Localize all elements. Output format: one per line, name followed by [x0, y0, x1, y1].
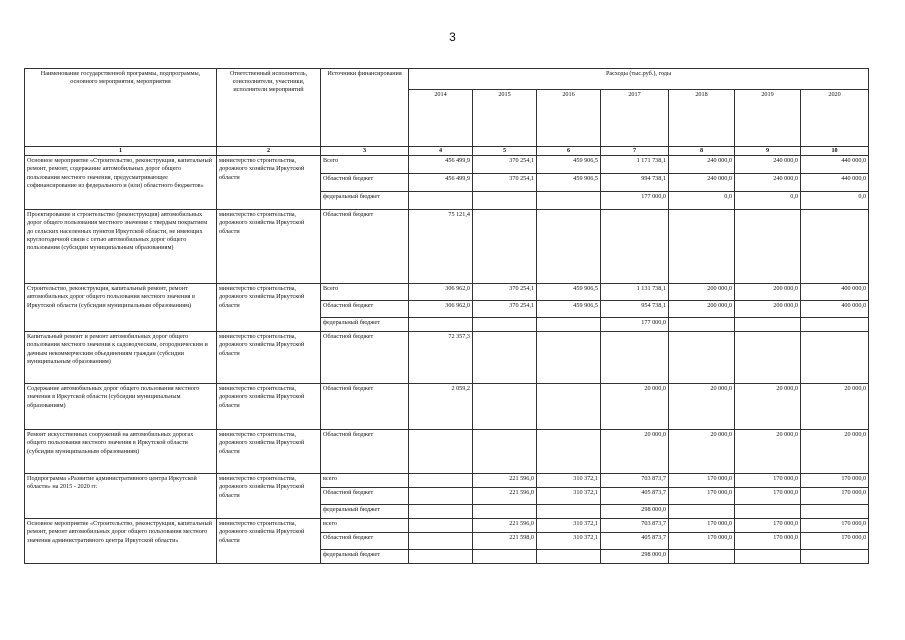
expense-value: 170 000,0: [735, 533, 801, 550]
expense-value: [669, 318, 735, 332]
expense-value: [735, 332, 801, 384]
expense-value: 2 059,2: [409, 384, 473, 430]
funding-source: федеральный бюджет: [321, 192, 409, 210]
expense-value: 170 000,0: [669, 519, 735, 533]
expense-value: [409, 533, 473, 550]
header-year: 2015: [473, 90, 537, 147]
expense-value: 0,0: [801, 192, 869, 210]
expense-value: 1 171 738,1: [601, 156, 669, 174]
expense-value: 310 372,1: [537, 474, 601, 488]
column-number: 6: [537, 147, 601, 156]
expense-value: [473, 318, 537, 332]
expense-value: 310 372,1: [537, 533, 601, 550]
expense-value: [537, 332, 601, 384]
expense-value: [409, 318, 473, 332]
header-year: 2018: [669, 90, 735, 147]
expense-value: 20 000,0: [669, 430, 735, 474]
expense-value: 20 000,0: [735, 430, 801, 474]
expense-value: 703 873,7: [601, 474, 669, 488]
expense-value: [409, 430, 473, 474]
expense-value: 177 000,0: [601, 318, 669, 332]
expense-value: 240 000,0: [735, 174, 801, 192]
funding-source: всего: [321, 474, 409, 488]
expense-value: 20 000,0: [801, 384, 869, 430]
activity-name: Строительство, реконструкция, капитальный ремонт, ремонт автомобильных дорог общего пользования местного значения в Иркутской области (субсидии муниципальным образованиям): [25, 284, 217, 332]
expense-value: 306 962,0: [409, 301, 473, 318]
funding-source: Областной бюджет: [321, 384, 409, 430]
expense-value: 298 000,0: [601, 550, 669, 564]
funding-source: Областной бюджет: [321, 210, 409, 284]
table-row: [25, 332, 869, 384]
column-number: 7: [601, 147, 669, 156]
expense-value: 200 000,0: [735, 301, 801, 318]
expense-value: 240 000,0: [669, 174, 735, 192]
column-number: 8: [669, 147, 735, 156]
expense-value: 0,0: [735, 192, 801, 210]
column-number: 3: [321, 147, 409, 156]
expense-value: 200 000,0: [735, 284, 801, 301]
header-source: Источники финансирования: [321, 69, 409, 147]
table-row: [25, 210, 869, 284]
expense-value: 459 906,5: [537, 156, 601, 174]
header-year: 2019: [735, 90, 801, 147]
expense-value: [409, 474, 473, 488]
expense-value: [409, 550, 473, 564]
activity-name: Капитальный ремонт и ремонт автомобильных дорог общего пользования местного значения к садоводческим, огородническим и дачным некоммерческим объединениям граждан (субсидии муниципальным образованиям): [25, 332, 217, 384]
expense-value: [735, 318, 801, 332]
funding-source: Областной бюджет: [321, 533, 409, 550]
table-row: [25, 156, 869, 174]
expense-value: [735, 550, 801, 564]
header-year: 2020: [801, 90, 869, 147]
column-number: 2: [217, 147, 321, 156]
expense-value: 400 000,0: [801, 284, 869, 301]
expense-value: 170 000,0: [669, 488, 735, 505]
expense-value: 954 738,1: [601, 301, 669, 318]
expense-value: 200 000,0: [669, 284, 735, 301]
expense-value: [669, 550, 735, 564]
expense-value: 221 596,0: [473, 488, 537, 505]
expense-value: 170 000,0: [801, 488, 869, 505]
header-year: 2016: [537, 90, 601, 147]
expense-value: 20 000,0: [601, 384, 669, 430]
expense-value: 75 121,4: [409, 210, 473, 284]
expense-value: 170 000,0: [801, 519, 869, 533]
expense-value: [801, 505, 869, 519]
expense-value: 170 000,0: [735, 488, 801, 505]
expense-value: 72 357,3: [409, 332, 473, 384]
expense-value: 170 000,0: [735, 519, 801, 533]
expense-value: [473, 192, 537, 210]
funding-source: Областной бюджет: [321, 332, 409, 384]
expense-value: [801, 332, 869, 384]
page-number: 3: [449, 30, 456, 44]
budget-table: [24, 68, 869, 564]
funding-source: федеральный бюджет: [321, 505, 409, 519]
column-number: 5: [473, 147, 537, 156]
expense-value: 170 000,0: [669, 474, 735, 488]
expense-value: 456 499,9: [409, 174, 473, 192]
expense-value: 170 000,0: [801, 474, 869, 488]
expense-value: 405 873,7: [601, 488, 669, 505]
expense-value: 370 254,1: [473, 156, 537, 174]
funding-source: всего: [321, 519, 409, 533]
activity-name: Подпрограмма «Развитие административного центра Иркутской области» на 2015 - 2020 гг.: [25, 474, 217, 519]
expense-value: 400 000,0: [801, 301, 869, 318]
expense-value: [669, 210, 735, 284]
expense-value: [537, 505, 601, 519]
expense-value: [735, 505, 801, 519]
expense-value: 703 873,7: [601, 519, 669, 533]
expense-value: [473, 550, 537, 564]
expense-value: 221 596,0: [473, 519, 537, 533]
expense-value: [669, 332, 735, 384]
expense-value: [537, 550, 601, 564]
expense-value: 221 598,0: [473, 533, 537, 550]
expense-value: 370 254,1: [473, 174, 537, 192]
executor: министерство строительства, дорожного хозяйства Иркутской области: [217, 474, 321, 519]
expense-value: 170 000,0: [735, 474, 801, 488]
expense-value: [409, 488, 473, 505]
expense-value: 459 906,5: [537, 174, 601, 192]
expense-value: [537, 430, 601, 474]
table-row: [25, 474, 869, 488]
executor: министерство строительства, дорожного хозяйства Иркутской области: [217, 210, 321, 284]
expense-value: 20 000,0: [669, 384, 735, 430]
expense-value: 994 738,1: [601, 174, 669, 192]
executor: министерство строительства, дорожного хозяйства Иркутской области: [217, 332, 321, 384]
funding-source: федеральный бюджет: [321, 318, 409, 332]
expense-value: [409, 505, 473, 519]
expense-value: [537, 318, 601, 332]
expense-value: 0,0: [669, 192, 735, 210]
funding-source: Всего: [321, 284, 409, 301]
expense-value: [473, 332, 537, 384]
expense-value: 456 499,9: [409, 156, 473, 174]
expense-value: [801, 550, 869, 564]
expense-value: 170 000,0: [801, 533, 869, 550]
expense-value: [473, 210, 537, 284]
activity-name: Содержание автомобильных дорог общего пользования местного значения в Иркутской области (субсидии муниципальным образованиям): [25, 384, 217, 430]
header-expenses: Расходы (тыс.руб.), годы: [409, 69, 869, 90]
expense-value: 20 000,0: [601, 430, 669, 474]
expense-value: [601, 210, 669, 284]
expense-value: 459 906,5: [537, 284, 601, 301]
header-executor: Ответственный исполнитель, соисполнители, участники, исполнители мероприятий: [217, 69, 321, 147]
expense-value: [409, 192, 473, 210]
expense-value: 221 596,0: [473, 474, 537, 488]
expense-value: 177 000,0: [601, 192, 669, 210]
header-year: 2014: [409, 90, 473, 147]
table-body: [25, 147, 869, 564]
activity-name: Основное мероприятие «Строительство, реконструкция, капитальный ремонт, ремонт автомобильных дорог общего пользования местного значения административного центра Иркутской области»: [25, 519, 217, 564]
expense-value: [735, 210, 801, 284]
expense-value: 459 906,5: [537, 301, 601, 318]
executor: министерство строительства, дорожного хозяйства Иркутской области: [217, 284, 321, 332]
executor: министерство строительства, дорожного хозяйства Иркутской области: [217, 384, 321, 430]
expense-value: 310 372,1: [537, 488, 601, 505]
header-name: Наименование государственной программы, подпрограммы, основного мероприятия, мероприятия: [25, 69, 217, 147]
expense-value: [601, 332, 669, 384]
column-number-row: [25, 147, 869, 156]
activity-name: Ремонт искусственных сооружений на автомобильных дорогах общего пользования местного значения в Иркутской области (субсидии муниципальным образованиям): [25, 430, 217, 474]
expense-value: 370 254,1: [473, 284, 537, 301]
expense-value: 1 131 738,1: [601, 284, 669, 301]
activity-name: Основное мероприятие «Строительство, реконструкция, капитальный ремонт, ремонт, содержание автомобильных дорог общего пользования местного значения, предусматривающее софинансирование из федерального и (или) областного бюджетов»: [25, 156, 217, 210]
executor: министерство строительства, дорожного хозяйства Иркутской области: [217, 430, 321, 474]
expense-value: [669, 505, 735, 519]
funding-source: Областной бюджет: [321, 430, 409, 474]
expense-value: [801, 210, 869, 284]
header-year: 2017: [601, 90, 669, 147]
expense-value: 20 000,0: [735, 384, 801, 430]
executor: министерство строительства, дорожного хозяйства Иркутской области: [217, 519, 321, 564]
expense-value: [537, 210, 601, 284]
activity-name: Проектирование и строительство (реконструкция) автомобильных дорог общего пользования местного значения с твердым покрытием до сельских населенных пунктов Иркутской области, не имеющих круглогодичной связи с сетью автомобильных дорог общего пользования (субсидии муниципальным образованиям): [25, 210, 217, 284]
expense-value: 405 873,7: [601, 533, 669, 550]
expense-value: 440 000,0: [801, 174, 869, 192]
column-number: 10: [801, 147, 869, 156]
expense-value: 310 372,1: [537, 519, 601, 533]
funding-source: федеральный бюджет: [321, 550, 409, 564]
expense-value: [473, 430, 537, 474]
expense-value: [537, 192, 601, 210]
expense-value: 240 000,0: [669, 156, 735, 174]
table-row: [25, 519, 869, 533]
expense-value: 20 000,0: [801, 430, 869, 474]
expense-value: [409, 519, 473, 533]
column-number: 9: [735, 147, 801, 156]
expense-value: 240 000,0: [735, 156, 801, 174]
expense-value: [473, 505, 537, 519]
column-number: 1: [25, 147, 217, 156]
table-row: [25, 430, 869, 474]
expense-value: 170 000,0: [669, 533, 735, 550]
expense-value: 200 000,0: [669, 301, 735, 318]
expense-value: [473, 384, 537, 430]
expense-value: [801, 318, 869, 332]
expense-value: 306 962,0: [409, 284, 473, 301]
funding-source: Областной бюджет: [321, 174, 409, 192]
expense-value: 370 254,1: [473, 301, 537, 318]
funding-source: Всего: [321, 156, 409, 174]
table-row: [25, 384, 869, 430]
expense-value: [537, 384, 601, 430]
funding-source: Областной бюджет: [321, 488, 409, 505]
expense-value: 440 000,0: [801, 156, 869, 174]
funding-source: Областной бюджет: [321, 301, 409, 318]
table-row: [25, 284, 869, 301]
executor: министерство строительства, дорожного хозяйства Иркутской области: [217, 156, 321, 210]
column-number: 4: [409, 147, 473, 156]
expense-value: 298 000,0: [601, 505, 669, 519]
